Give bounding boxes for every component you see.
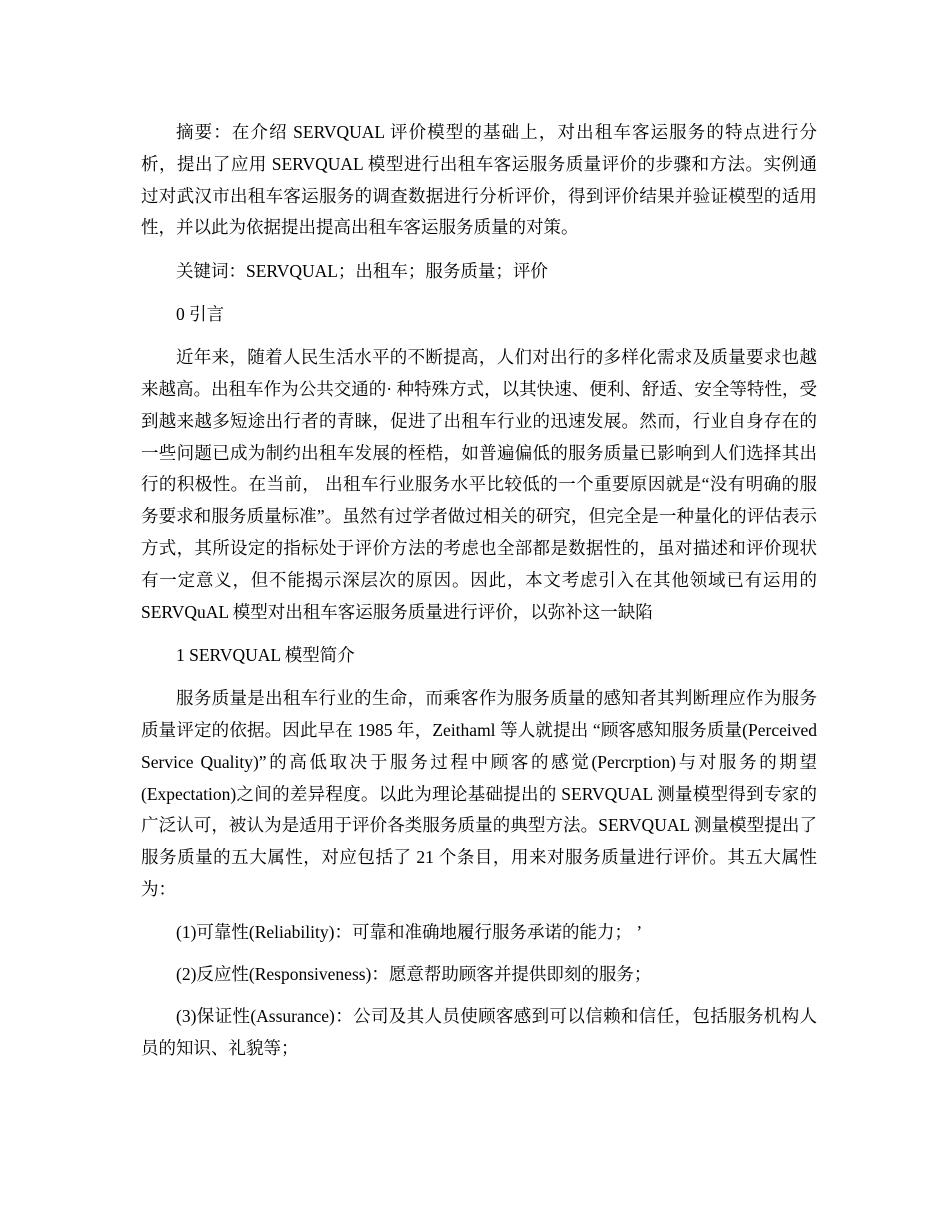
section-1-paragraph: 服务质量是出租车行业的生命，而乘客作为服务质量的感知者其判断理应作为服务质量评定的依据。因此早在 1985 年，Zeithaml 等人就提出 “顾客感知服务质量(Perceived Service Quality)”的高低取决于服务过程中顾客的感觉(Percrption)与对服务的期望(Expectation)之间的差异程度。以此为理论基础提出的 SERVQUAL 测量模型得到专家的广泛认可，被认为是适用于评价各类服务质量的典型方法。SERVQUAL 测量模型提出了服务质量的五大属性，对应包括了 21 个条目，用来对服务质量进行评价。其五大属性为： xyxy=(141,688,817,900)
document-page xyxy=(141,117,817,1076)
section-0-paragraph: 近年来，随着人民生活水平的不断提高，人们对出行的多样化需求及质量要求也越来越高。出租车作为公共交通的· 种特殊方式，以其快速、便利、舒适、安全等特性，受到越来越多短途出行者的青睐，促进了出租车行业的迅速发展。然而，行业自身存在的一些问题已成为制约出租车发展的桎梏，如普遍偏低的服务质量已影响到人们选择其出行的积极性。在当前， 出租车行业服务水平比较低的一个重要原因就是“没有明确的服务要求和服务质量标准”。虽然有过学者做过相关的研究，但完全是一种量化的评估表示方式，其所设定的指标处于评价方法的考虑也全部都是数据性的，虽对描述和评价现状有一定意义，但不能揭示深层次的原因。因此，本文考虑引入在其他领域已有运用的 SERVQuAL 模型对出租车客运服务质量进行评价，以弥补这一缺陷 xyxy=(141,347,817,622)
attribute-item-reliability: (1)可靠性(Reliability)：可靠和准确地履行服务承诺的能力； ’ xyxy=(176,922,643,943)
abstract-paragraph: 摘要：在介绍 SERVQUAL 评价模型的基础上，对出租车客运服务的特点进行分析，提出了应用 SERVQUAL 模型进行出租车客运服务质量评价的步骤和方法。实例通过对武汉市出租车客运服务的调查数据进行分析评价，得到评价结果并验证模型的适用性，并以此为依据提出提高出租车客运服务质量的对策。 xyxy=(141,122,817,238)
section-0-heading: 0 引言 xyxy=(176,303,225,324)
attribute-item-responsiveness: (2)反应性(Responsiveness)：愿意帮助顾客并提供即刻的服务； xyxy=(176,964,652,985)
attribute-item-assurance: (3)保证性(Assurance)：公司及其人员使顾客感到可以信赖和信任，包括服务机构人员的知识、礼貌等； xyxy=(141,1005,817,1058)
keywords-line: 关键词：SERVQUAL；出租车；服务质量；评价 xyxy=(176,260,548,281)
section-1-heading: 1 SERVQUAL 模型简介 xyxy=(176,644,355,665)
